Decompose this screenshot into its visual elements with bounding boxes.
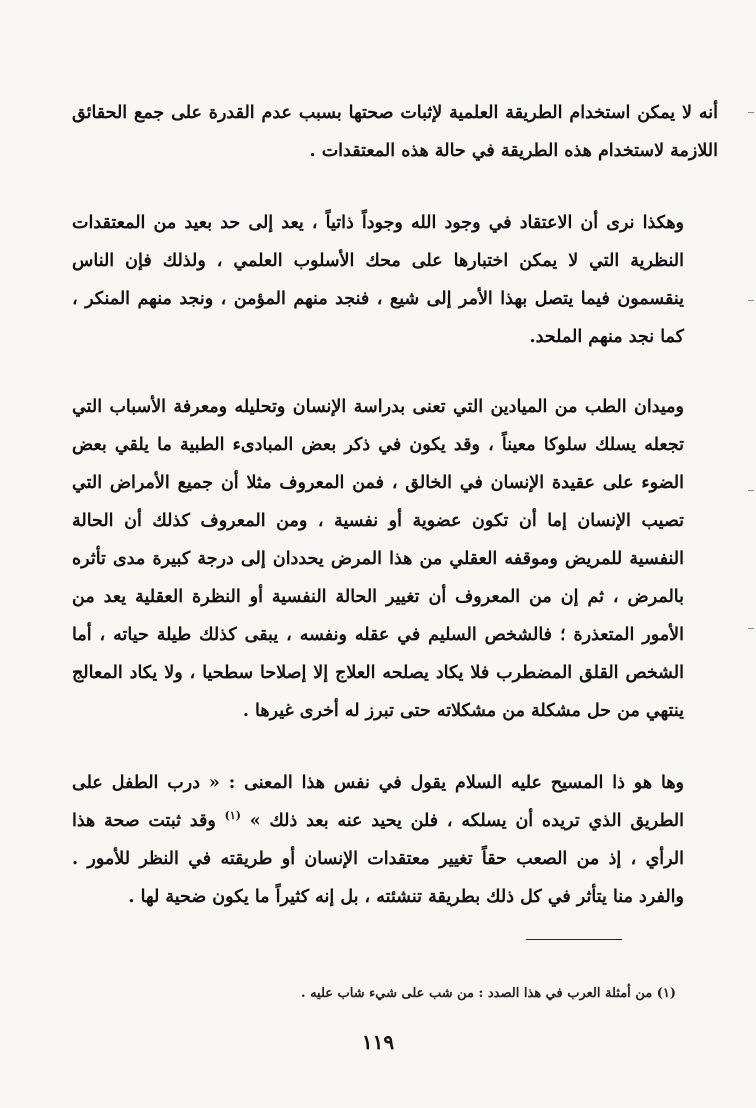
body-text <box>72 94 718 916</box>
margin-mark <box>748 112 754 113</box>
margin-mark <box>748 628 754 629</box>
footnote-divider <box>526 939 622 940</box>
footnote: (١) من أمثلة العرب في هذا الصدد : من شب على شيء شاب عليه . <box>301 986 676 1001</box>
quote-text: وها هو ذا المسيح عليه السلام يقول في نفس هذا المعنى : « درب الطفل على الطريق الذي تريده أن يسلكه ، فلن يحيد عنه بعد ذلك » <box>72 773 684 831</box>
paragraph-4-continuation: وقد ثبتت صحة هذا الرأي ، إذ من الصعب حقاً تغيير معتقدات الإنسان أو طريقته في النظر للأمور . والفرد منا يتأثر في كل ذلك بطريقة تنشئته ، بل إنه كثيراً ما يكون ضحية لها . <box>72 811 684 907</box>
paragraph-2: وهكذا نرى أن الاعتقاد في وجود الله وجوداً ذاتياً ، يعد إلى حد بعيد من المعتقدات النظرية التي لا يمكن اختبارها على محك الأسلوب العلمي ، ولذلك فإن الناس ينقسمون فيما يتصل بهذا الأمر إلى شيع ، فنجد منهم المؤمن ، ونجد منهم المنكر ، كما نجد منهم الملحد. <box>72 213 684 347</box>
margin-mark <box>748 490 754 491</box>
margin-mark <box>748 300 754 301</box>
paragraph-1: أنه لا يمكن استخدام الطريقة العلمية لإثبات صحتها بسبب عدم القدرة على جمع الحقائق اللازمة لاستخدام هذه الطريقة في حالة هذه المعتقدات . <box>72 103 718 161</box>
paragraph-3: وميدان الطب من الميادين التي تعنى بدراسة الإنسان وتحليله ومعرفة الأسباب التي تجعله يسلك سلوكا معيناً ، وقد يكون في ذكر بعض المبادىء الطبية ما يلقي بعض الضوء على عقيدة الإنسان في الخالق ، فمن المعروف مثلا أن جميع الأمراض التي تصيب الإنسان إما أن تكون عضوية أو نفسية ، ومن المعروف كذلك أن الحالة النفسية للمريض وموقفه العقلي من هذا المرض يحددان إلى درجة كبيرة مدى تأثره بالمرض ، ثم إن من المعروف أن تغيير الحالة النفسية أو النظرة العقلية يعد من الأمور المتعذرة ؛ فالشخص السليم في عقله ونفسه ، يبقى كذلك طيلة حياته ، أما الشخص القلق المضطرب فلا يكاد يصلحه العلاج إلا إصلاحا سطحيا ، ولا يكاد المعالج ينتهي من حل مشكلة من مشكلاته حتى تبرز له أخرى غيرها . <box>72 397 684 721</box>
page-number: ١١٩ <box>361 1030 395 1054</box>
footnote-reference: (١) <box>224 809 241 823</box>
paragraph-4 <box>72 764 718 916</box>
